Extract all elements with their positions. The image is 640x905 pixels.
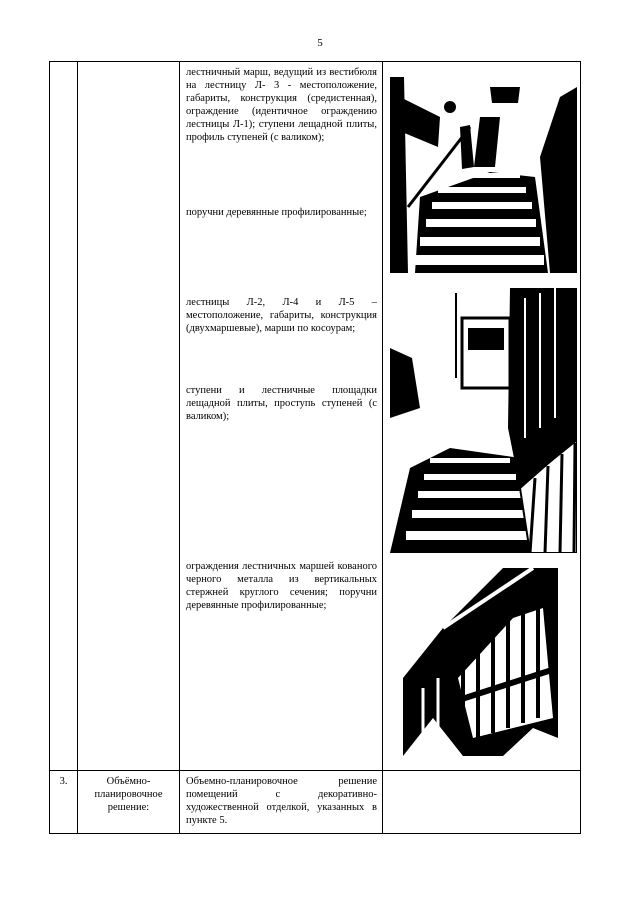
railing-photo [403,568,558,756]
description-cell [180,62,383,771]
row-number-cell: 3. [50,771,78,834]
description-block-3: лестницы Л-2, Л-4 и Л-5 – местоположение, габариты, конструкция (двухмаршевые), марши по косоурам; [186,297,377,334]
photo-cell [383,62,581,771]
document-table [49,61,581,834]
description-block-5: ограждения лестничных маршей кованого черного металла из вертикальных стержней круглого сечения; поручни деревянные профилированные; [186,561,377,611]
row-name-cell [78,62,180,771]
staircase-photo-2 [390,288,577,553]
staircase-photo-1 [390,77,577,273]
row-number-cell [50,62,78,771]
table-row [50,62,581,771]
description-block-4: ступени и лестничные площадки лещадной плиты, проступь ступеней (с валиком); [186,385,377,422]
description-cell: Объемно-планировочное решение помещений с декоративно-художественной отделкой, указанных в пункте 5. [180,771,383,834]
empty-cell [383,771,581,834]
description-block-2: поручни деревянные профилированные; [186,207,367,218]
description-block-1: лестничный марш, ведущий из вестибюля на лестницу Л- 3 - местоположение, габариты, конструкция (средистенная), ограждение (идентичное ограждению лестницы Л-1); ступени лещадной плиты, профиль ступеней (с валиком); [186,67,377,143]
row-name-cell: Объёмно-планировочное решение: [78,771,180,834]
page-number: 5 [317,37,323,49]
table-row [50,771,581,834]
